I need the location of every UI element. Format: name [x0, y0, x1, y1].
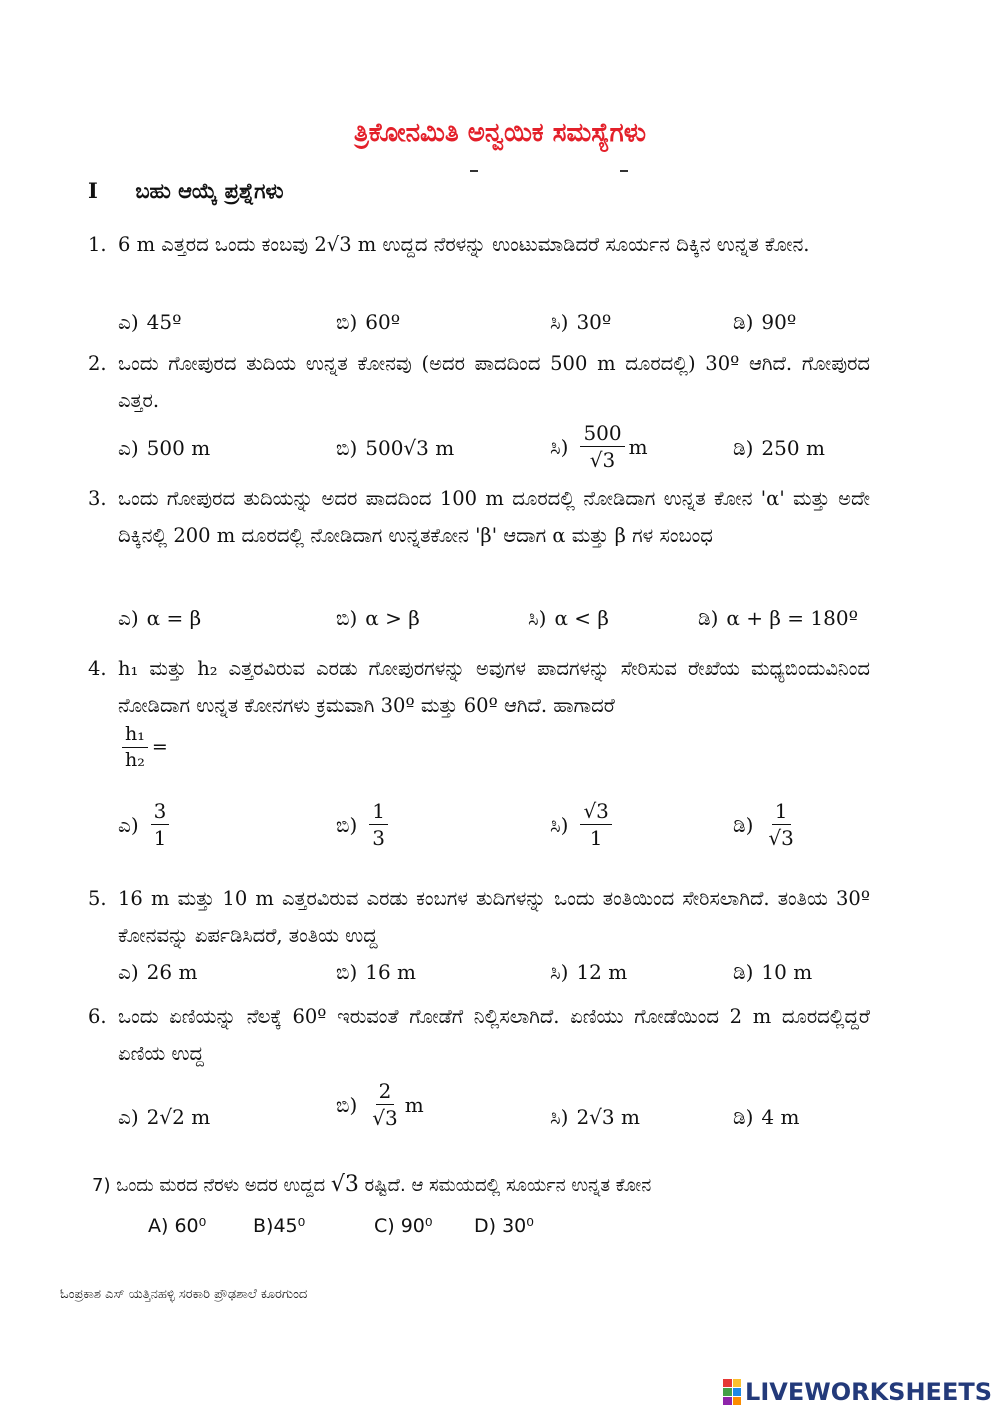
option-c[interactable]: ಸಿ) 12 m: [550, 960, 628, 984]
option-b[interactable]: ಬಿ) 16 m: [336, 960, 417, 984]
fraction: $\frac{500}{√3}$: [580, 422, 624, 471]
question-5: [88, 880, 870, 954]
option-a[interactable]: ಎ) $\frac{3}{1}$: [118, 800, 173, 849]
option-a[interactable]: ಎ) 26 m: [118, 960, 198, 984]
question-4: [88, 650, 870, 724]
liveworksheets-logo: [723, 1378, 992, 1406]
question-text: 16 m ಮತ್ತು 10 m ಎತ್ತರವಿರುವ ಎರಡು ಕಂಬಗಳ ತುದಿಗಳನ್ನು ಒಂದು ತಂತಿಯಿಂದ ಸೇರಿಸಲಾಗಿದೆ. ತಂತಿಯ 30º ಕೋನವನ್ನು ಏರ್ಪಡಿಸಿದರೆ, ತಂತಿಯ ಉದ್ದ: [118, 887, 870, 947]
question-number: 6.: [88, 1005, 107, 1028]
option-d[interactable]: ಡಿ) 250 m: [733, 436, 825, 460]
option-c[interactable]: ಸಿ) 30º: [550, 310, 612, 334]
question-6: [88, 998, 870, 1072]
option-c[interactable]: ಸಿ) 2√3 m: [550, 1105, 640, 1129]
author-footer: ಓಂಪ್ರಕಾಶ ಎಸ್ ಯತ್ತಿನಹಳ್ಳಿ ಸರಕಾರಿ ಪ್ರೌಢಶಾಲೆ ಕೂರಗುಂದ: [60, 1287, 308, 1302]
page-title: ತ್ರಿಕೋನಮಿತಿ ಅನ್ವಯಿಕ ಸಮಸ್ಯೆಗಳು: [353, 118, 647, 148]
option-b[interactable]: ಬಿ) $\frac{2}{√3}$ m: [336, 1079, 424, 1130]
question-number: 5.: [88, 887, 107, 910]
question-number: 2.: [88, 352, 107, 375]
section-number: I: [88, 178, 98, 203]
question-1: [88, 226, 870, 263]
question-2: [88, 345, 870, 419]
option-b[interactable]: ಬಿ) α > β: [336, 606, 420, 630]
option-a[interactable]: ಎ) 45º: [118, 310, 182, 334]
question-number: 4.: [88, 657, 107, 680]
question-text: ಒಂದು ಏಣಿಯನ್ನು ನೆಲಕ್ಕೆ 60º ಇರುವಂತೆ ಗೋಡೆಗೆ ನಿಲ್ಲಿಸಲಾಗಿದೆ. ಏಣಿಯು ಗೋಡೆಯಿಂದ 2 m ದೂರದಲ್ಲಿದ್ದರೆ ಏಣಿಯ ಉದ್ದ: [118, 1005, 870, 1065]
question-3: [88, 480, 870, 554]
option-c[interactable]: ಸಿ) $\frac{500}{√3}$ m: [550, 421, 648, 472]
option-d[interactable]: D) 30⁰: [474, 1215, 534, 1237]
option-b[interactable]: B)45⁰: [253, 1215, 306, 1237]
question-text-cont: ರಷ್ಟಿದೆ. ಆ ಸಮಯದಲ್ಲಿ ಸೂರ್ಯನ ಉನ್ನತ ಕೋನ: [364, 1175, 652, 1196]
option-d[interactable]: ಡಿ) 10 m: [733, 960, 813, 984]
question-number: 1.: [88, 233, 107, 256]
question-text: ಒಂದು ಗೋಪುರದ ತುದಿಯನ್ನು ಅದರ ಪಾದದಿಂದ 100 m ದೂರದಲ್ಲಿ ನೋಡಿದಾಗ ಉನ್ನತ ಕೋನ 'α' ಮತ್ತು ಅದೇ ದಿಕ್ಕಿನಲ್ಲಿ 200 m ದೂರದಲ್ಲಿ ನೋಡಿದಾಗ ಉನ್ನತಕೋನ 'β' ಆದಾಗ α ಮತ್ತು β ಗಳ ಸಂಬಂಧ: [118, 487, 870, 547]
question-number: 7): [92, 1175, 111, 1196]
scan-mark: [620, 170, 628, 172]
option-d[interactable]: ಡಿ) α + β = 180º: [698, 606, 858, 630]
option-c[interactable]: ಸಿ) α < β: [528, 606, 609, 630]
question-text: h₁ ಮತ್ತು h₂ ಎತ್ತರವಿರುವ ಎರಡು ಗೋಪುರಗಳನ್ನು ಅವುಗಳ ಪಾದಗಳನ್ನು ಸೇರಿಸುವ ರೇಖೆಯ ಮಧ್ಯಬಿಂದುವಿನಿಂದ ನೋಡಿದಾಗ ಉನ್ನತ ಕೋನಗಳು ಕ್ರಮವಾಗಿ 30º ಮತ್ತು 60º ಆಗಿದೆ. ಹಾಗಾದರೆ: [118, 657, 870, 717]
scan-mark: [470, 170, 478, 172]
option-c[interactable]: C) 90⁰: [374, 1215, 433, 1237]
logo-icon: [723, 1379, 741, 1405]
option-b[interactable]: ಬಿ) 60º: [336, 310, 401, 334]
option-a[interactable]: A) 60⁰: [148, 1215, 207, 1237]
brand-name: LIVEWORKSHEETS: [745, 1378, 992, 1406]
section-label: ಬಹು ಆಯ್ಕೆ ಪ್ರಶ್ನೆಗಳು: [135, 178, 284, 203]
question-text: ಒಂದು ಮರದ ನೆರಳು ಅದರ ಉದ್ದದ: [116, 1175, 326, 1196]
question-number: 3.: [88, 487, 107, 510]
ratio-expression: $\frac{\text{h₁}}{\text{h₂}}$ =: [122, 724, 168, 771]
option-d[interactable]: ಡಿ) 4 m: [733, 1105, 800, 1129]
question-7: [92, 1172, 651, 1197]
option-a[interactable]: ಎ) 500 m: [118, 436, 211, 460]
question-text: 6 m ಎತ್ತರದ ಒಂದು ಕಂಬವು 2√3 m ಉದ್ದದ ನೆರಳನ್ನು ಉಂಟುಮಾಡಿದರೆ ಸೂರ್ಯನ ದಿಕ್ಕಿನ ಉನ್ನತ ಕೋನ.: [118, 233, 810, 256]
option-a[interactable]: ಎ) 2√2 m: [118, 1105, 211, 1129]
section-heading: [88, 178, 284, 204]
option-d[interactable]: ಡಿ) $\frac{1}{√3}$: [733, 799, 794, 850]
root-expression: √3: [330, 1172, 359, 1197]
option-d[interactable]: ಡಿ) 90º: [733, 310, 797, 334]
option-a[interactable]: ಎ) α = β: [118, 606, 202, 630]
option-b[interactable]: ಬಿ) $\frac{1}{3}$: [336, 800, 392, 849]
option-b[interactable]: ಬಿ) 500√3 m: [336, 436, 455, 460]
question-text: ಒಂದು ಗೋಪುರದ ತುದಿಯ ಉನ್ನತ ಕೋನವು (ಅದರ ಪಾದದಿಂದ 500 m ದೂರದಲ್ಲಿ) 30º ಆಗಿದೆ. ಗೋಪುರದ ಎತ್ತರ.: [118, 352, 870, 412]
option-c[interactable]: ಸಿ) $\frac{√3}{1}$: [550, 800, 616, 849]
